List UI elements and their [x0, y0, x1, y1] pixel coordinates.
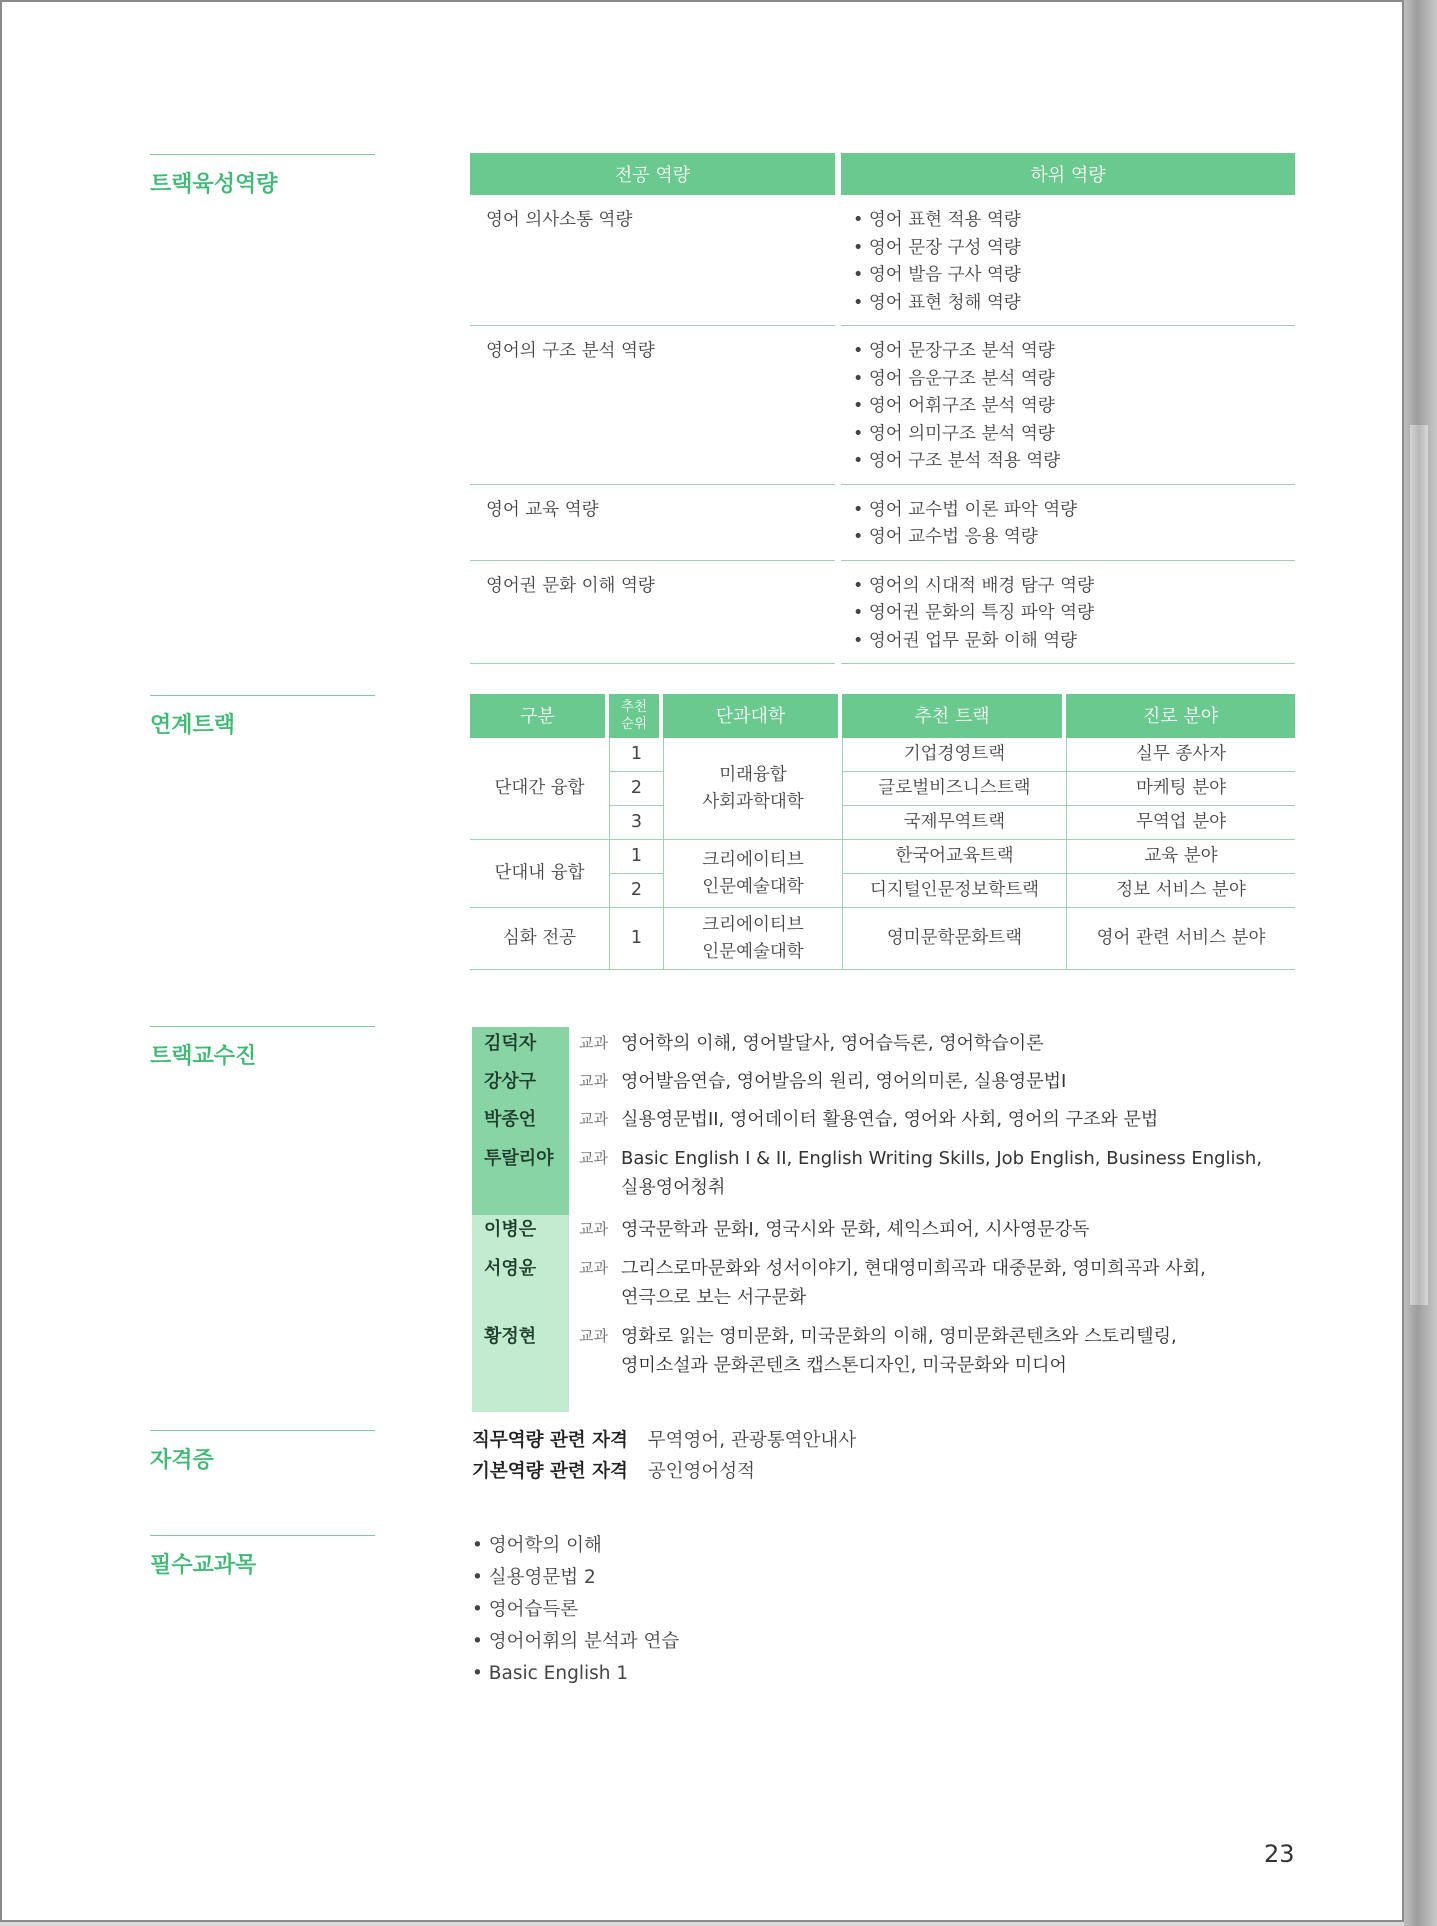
college-cell: 미래융합 사회과학대학 — [663, 738, 842, 840]
header-rank: 추천 순위 — [609, 694, 659, 738]
faculty-courses: 영국문학과 문화I, 영국시와 문화, 셰익스피어, 시사영문강독 — [621, 1219, 1090, 1240]
table-row — [470, 908, 1295, 970]
list-item: • 영어 문장 구성 역량 — [853, 237, 1021, 258]
major-competency: 영어의 구조 분석 역량 — [470, 326, 835, 485]
track-cell: 글로벌비즈니스트랙 — [842, 772, 1066, 806]
course-tag: 교과 — [579, 1110, 608, 1128]
certificate-label: 직무역량 관련 자격 — [472, 1430, 628, 1451]
faculty-courses: 영어학의 이해, 영어발달사, 영어습득론, 영어학습이론 — [621, 1033, 1044, 1054]
career-cell: 실무 종사자 — [1066, 738, 1295, 772]
career-cell: 마케팅 분야 — [1066, 772, 1295, 806]
career-cell: 무역업 분야 — [1066, 806, 1295, 840]
list-item: • 영어습득론 — [472, 1594, 679, 1626]
college-cell: 크리에이티브 인문예술대학 — [663, 840, 842, 908]
header-category: 구분 — [470, 694, 605, 738]
section-title-faculty: 트랙교수진 — [150, 1026, 375, 1070]
faculty-courses: 영어발음연습, 영어발음의 원리, 영어의미론, 실용영문법I — [621, 1071, 1067, 1092]
list-item: • 영어 어휘구조 분석 역량 — [853, 396, 1055, 416]
faculty-row — [472, 1215, 1322, 1244]
page-number: 23 — [1264, 1840, 1295, 1868]
table-header-row — [470, 153, 1295, 195]
faculty-name: 이병은 — [484, 1219, 537, 1240]
certificate-row — [472, 1425, 856, 1456]
faculty-row — [472, 1144, 1322, 1202]
faculty-row — [472, 1105, 1322, 1134]
rank-cell: 1 — [609, 840, 663, 874]
major-competency: 영어 의사소통 역량 — [470, 195, 835, 326]
faculty-name: 투랄리야 — [484, 1148, 554, 1169]
rank-cell: 1 — [609, 738, 663, 772]
list-item: • 영어 교수법 응용 역량 — [853, 527, 1038, 547]
header-major-competency: 전공 역량 — [470, 153, 835, 195]
faculty-row — [472, 1067, 1322, 1096]
major-competency: 영어 교육 역량 — [470, 485, 835, 561]
certificate-value: 공인영어성적 — [647, 1461, 755, 1482]
list-item: • 영어 표현 적용 역량 — [853, 210, 1021, 230]
certificate-value: 무역영어, 관광통역안내사 — [647, 1430, 857, 1451]
sub-competency-list — [841, 326, 1295, 485]
faculty-name: 황정현 — [484, 1326, 537, 1347]
list-item: • 영어의 시대적 배경 탐구 역량 — [853, 575, 1094, 596]
section-title-required: 필수교과목 — [150, 1535, 375, 1579]
group-advanced: 심화 전공 — [470, 908, 609, 970]
group-intra-college: 단대내 융합 — [470, 840, 609, 908]
table-header-row — [470, 694, 1295, 738]
table-row — [470, 485, 1295, 561]
section-title-linked-track: 연계트랙 — [150, 695, 375, 739]
course-tag: 교과 — [579, 1072, 608, 1090]
header-college: 단과대학 — [663, 694, 838, 738]
certificate-label: 기본역량 관련 자격 — [472, 1461, 628, 1482]
course-tag: 교과 — [579, 1220, 608, 1238]
faculty-courses: 그리스로마문화와 성서이야기, 현대영미희곡과 대중문화, 영미희곡과 사회, 연극으로 보는 서구문화 — [621, 1258, 1206, 1308]
list-item: • Basic English 1 — [472, 1658, 679, 1690]
sub-competency-list — [841, 485, 1295, 561]
list-item: • 영어 의미구조 분석 역량 — [853, 423, 1055, 444]
competency-table — [470, 153, 1295, 664]
college-cell: 크리에이티브 인문예술대학 — [663, 908, 842, 970]
faculty-row — [472, 1254, 1322, 1312]
header-career: 진로 분야 — [1066, 694, 1295, 738]
career-cell: 영어 관련 서비스 분야 — [1066, 908, 1295, 970]
track-cell: 한국어교육트랙 — [842, 840, 1066, 874]
list-item: • 영어 표현 청해 역량 — [853, 292, 1021, 313]
section-title-certificates: 자격증 — [150, 1430, 375, 1474]
table-row — [470, 840, 1295, 874]
faculty-courses: Basic English I & II, English Writing Skills, Job English, Business English, 실용영어청취 — [621, 1148, 1263, 1198]
header-sub-competency: 하위 역량 — [841, 153, 1295, 195]
list-item: • 영어 교수법 이론 파악 역량 — [853, 499, 1078, 520]
faculty-row — [472, 1322, 1322, 1380]
group-inter-college: 단대간 융합 — [470, 738, 609, 840]
certificate-list — [472, 1425, 856, 1487]
track-cell: 기업경영트랙 — [842, 738, 1066, 772]
list-item: • 영어 문장구조 분석 역량 — [853, 341, 1055, 361]
list-item: • 영어 구조 분석 적용 역량 — [853, 451, 1061, 471]
faculty-name: 강상구 — [484, 1071, 537, 1092]
faculty-courses: 실용영문법II, 영어데이터 활용연습, 영어와 사회, 영어의 구조와 문법 — [621, 1109, 1159, 1130]
track-cell: 영미문학문화트랙 — [842, 908, 1066, 970]
list-item: • 영어 음운구조 분석 역량 — [853, 368, 1055, 389]
page-edge-fold — [1410, 425, 1428, 1305]
career-cell: 교육 분야 — [1066, 840, 1295, 874]
list-item: • 실용영문법 2 — [472, 1562, 679, 1594]
list-item: • 영어 발음 구사 역량 — [853, 265, 1021, 285]
track-cell: 디지털인문정보학트랙 — [842, 874, 1066, 908]
track-cell: 국제무역트랙 — [842, 806, 1066, 840]
rank-cell: 2 — [609, 874, 663, 908]
certificate-row — [472, 1456, 856, 1487]
faculty-name: 박종언 — [484, 1109, 537, 1130]
course-tag: 교과 — [579, 1259, 608, 1277]
table-row — [470, 195, 1295, 326]
table-row — [470, 738, 1295, 772]
course-tag: 교과 — [579, 1034, 608, 1052]
required-course-list — [472, 1530, 679, 1690]
section-title-competency: 트랙육성역량 — [150, 154, 375, 198]
table-row — [470, 326, 1295, 485]
major-competency: 영어권 문화 이해 역량 — [470, 561, 835, 665]
rank-cell: 3 — [609, 806, 663, 840]
rank-cell: 2 — [609, 772, 663, 806]
list-item: • 영어권 업무 문화 이해 역량 — [853, 630, 1078, 651]
faculty-list — [472, 1027, 1322, 1380]
career-cell: 정보 서비스 분야 — [1066, 874, 1295, 908]
sub-competency-list — [841, 561, 1295, 665]
list-item: • 영어어휘의 분석과 연습 — [472, 1626, 679, 1658]
course-tag: 교과 — [579, 1149, 608, 1167]
linked-track-table — [470, 694, 1295, 970]
header-track: 추천 트랙 — [842, 694, 1062, 738]
course-tag: 교과 — [579, 1327, 608, 1345]
list-item: • 영어권 문화의 특징 파악 역량 — [853, 603, 1094, 623]
faculty-name: 서영윤 — [484, 1258, 537, 1279]
faculty-name-band-light — [472, 1215, 569, 1412]
list-item: • 영어학의 이해 — [472, 1530, 679, 1562]
faculty-courses: 영화로 읽는 영미문화, 미국문화의 이해, 영미문화콘텐츠와 스토리텔링, 영미소설과 문화콘텐츠 캡스톤디자인, 미국문화와 미디어 — [621, 1326, 1177, 1376]
sub-competency-list — [841, 195, 1295, 326]
table-row — [470, 561, 1295, 665]
faculty-row — [472, 1027, 1322, 1058]
faculty-name: 김덕자 — [484, 1033, 537, 1054]
rank-cell: 1 — [609, 908, 663, 970]
